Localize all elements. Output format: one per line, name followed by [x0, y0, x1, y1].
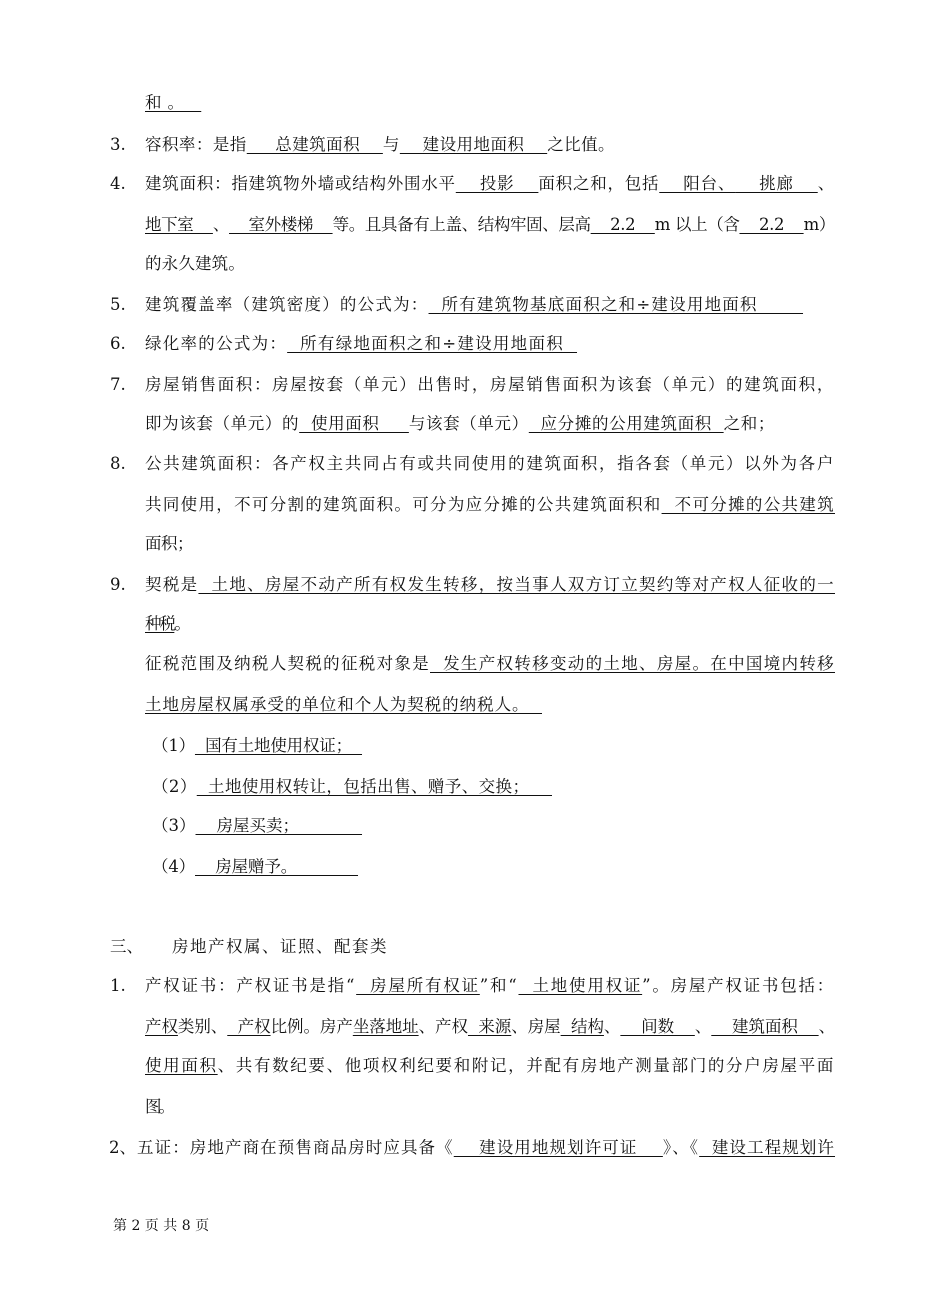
- text-run: 之和；: [723, 414, 776, 433]
- text-line: [145, 134, 615, 156]
- item-number: 7.: [110, 375, 126, 394]
- filled-blank: 建设用地规划许可证: [453, 1138, 663, 1157]
- text-run: 与该套（单元）: [408, 414, 529, 433]
- filled-blank: 间数: [620, 1017, 695, 1036]
- filled-blank: 坐落地址: [352, 1017, 419, 1036]
- item-number: 9.: [110, 575, 126, 594]
- filled-blank: 所有建筑物基底面积之和÷建设用地面积: [428, 295, 804, 314]
- filled-blank: 使用面积: [299, 414, 409, 433]
- item-number: 3.: [110, 135, 126, 154]
- text-run: 、: [603, 1017, 621, 1036]
- text-line: [145, 92, 201, 114]
- filled-blank: 投影: [455, 174, 539, 193]
- filled-blank: 不可分摊的公共建筑: [661, 495, 835, 514]
- text-run: （2）: [152, 777, 197, 796]
- text-run: 建筑覆盖率（建筑密度）的公式为：: [145, 295, 429, 314]
- filled-blank: 土地、房屋不动产所有权发生转移，按当事人双方订立契约等对产权人征收的一: [198, 575, 835, 594]
- text-line: [145, 653, 835, 675]
- filled-blank: 种税: [145, 614, 175, 633]
- text-line: [145, 694, 542, 716]
- text-line: [137, 1137, 835, 1159]
- item-number: 6.: [110, 334, 126, 353]
- text-run: 公共建筑面积：各产权主共同占有或共同使用的建筑面积，指各套（单元）以外为各户: [145, 454, 835, 473]
- text-line: [152, 776, 552, 798]
- text-run: 图。: [145, 1097, 172, 1116]
- text-line: [145, 413, 775, 435]
- filled-blank: 建设用地面积: [399, 135, 548, 154]
- text-run: 容积率：是指: [145, 135, 247, 154]
- text-line: [152, 856, 358, 878]
- text-run: 、产权: [418, 1017, 468, 1036]
- filled-blank: 来源: [467, 1017, 512, 1036]
- filled-blank: 阳台、: [659, 174, 736, 193]
- filled-blank: 地下室: [145, 215, 213, 234]
- text-line: [145, 214, 835, 236]
- text-run: m）: [803, 215, 836, 234]
- text-run: 。: [174, 614, 190, 633]
- text-run: 、: [817, 174, 835, 193]
- text-run: 、: [694, 1017, 712, 1036]
- text-run: （4）: [152, 857, 196, 876]
- text-run: 》、《: [662, 1138, 700, 1157]
- text-run: 、房屋: [511, 1017, 561, 1036]
- filled-blank: 发生产权转移变动的土地、房屋。在中国境内转移: [430, 654, 835, 673]
- text-run: 之比值。: [547, 135, 616, 154]
- filled-blank: 房屋所有权证: [356, 976, 480, 995]
- filled-blank: 所有绿地面积之和÷建设用地面积: [287, 334, 578, 353]
- filled-blank: 挑廊: [735, 174, 818, 193]
- text-run: 共同使用，不可分割的建筑面积。可分为应分摊的公共建筑面积和: [145, 495, 662, 514]
- text-line: [145, 173, 835, 195]
- item-number: 1.: [110, 976, 126, 995]
- filled-blank: 土地房屋权属承受的单位和个人为契税的纳税人。: [145, 695, 542, 714]
- text-run: 产权证书：产权证书是指“: [145, 976, 357, 995]
- text-line: [145, 333, 577, 355]
- text-line: [145, 294, 803, 316]
- filled-blank: 建设工程规划许: [699, 1138, 836, 1157]
- filled-blank: 结构: [560, 1017, 604, 1036]
- text-line: [145, 533, 193, 555]
- text-line: [145, 253, 245, 275]
- item-number: 三、: [110, 937, 143, 956]
- item-number: 5.: [110, 295, 126, 314]
- filled-blank: 土地使用权转让，包括出售、赠予、交换；: [196, 777, 552, 796]
- filled-blank: 室外楼梯: [229, 215, 333, 234]
- filled-blank: 房屋赠予。: [195, 857, 359, 876]
- filled-blank: 2.2: [590, 215, 655, 234]
- text-run: 、: [212, 215, 230, 234]
- item-number: 8.: [110, 454, 126, 473]
- text-run: 的永久建筑。: [145, 254, 245, 273]
- filled-blank: 建筑面积: [711, 1017, 819, 1036]
- text-run: ”。房屋产权证书包括：: [642, 976, 836, 995]
- text-run: 类别、: [177, 1017, 228, 1036]
- text-line: [145, 574, 835, 596]
- text-line: [145, 453, 835, 475]
- text-run: 即为该套（单元）的: [145, 414, 300, 433]
- text-line: [172, 936, 388, 958]
- text-run: 绿化率的公式为：: [145, 334, 288, 353]
- filled-blank: 使用面积: [145, 1056, 218, 1075]
- text-run: 、共有数纪要、他项权利纪要和附记，并配有房地产测量部门的分户房屋平面: [217, 1056, 836, 1075]
- item-number: 4.: [110, 174, 126, 193]
- text-line: [152, 815, 362, 837]
- filled-blank: 产权: [145, 1017, 178, 1036]
- text-line: [145, 613, 189, 635]
- text-run: （1）: [152, 736, 195, 755]
- text-run: （3）: [152, 816, 196, 835]
- text-run: 、: [818, 1017, 836, 1036]
- text-run: 征税范围及纳税人契税的征税对象是: [145, 654, 430, 673]
- text-line: [145, 374, 835, 396]
- text-run: 等。且具备有上盖、结构牢固、层高: [332, 215, 591, 234]
- filled-blank: 应分摊的公用建筑面积: [528, 414, 724, 433]
- text-line: [145, 1055, 835, 1077]
- text-line: [152, 735, 362, 757]
- text-line: [145, 975, 835, 997]
- text-run: 建筑面积：指建筑物外墙或结构外围水平: [145, 174, 456, 193]
- filled-blank: 产权: [227, 1017, 271, 1036]
- filled-blank: 2.2: [739, 215, 804, 234]
- filled-blank: 国有土地使用权证；: [194, 736, 363, 755]
- text-line: [145, 1096, 172, 1118]
- page-footer: 第 2 页 共 8 页: [113, 1218, 210, 1234]
- text-line: [145, 1016, 835, 1038]
- text-run: 与: [382, 135, 400, 154]
- text-run: ”和“: [479, 976, 519, 995]
- text-run: m 以上（含: [654, 215, 740, 234]
- text-run: 比例。房产: [270, 1017, 353, 1036]
- text-run: 契税是: [145, 575, 199, 594]
- text-run: 房屋销售面积：房屋按套（单元）出售时，房屋销售面积为该套（单元）的建筑面积，: [145, 375, 835, 394]
- item-number: 2、: [109, 1138, 136, 1157]
- text-run: 面积之和，包括: [538, 174, 660, 193]
- text-run: 五证：房地产商在预售商品房时应具备《: [137, 1138, 454, 1157]
- text-line: [145, 494, 835, 516]
- text-run: 面积；: [145, 534, 193, 553]
- filled-blank: 房屋买卖；: [195, 816, 363, 835]
- filled-blank: 总建筑面积: [246, 135, 383, 154]
- text-run: 房地产权属、证照、配套类: [172, 937, 388, 956]
- filled-blank: 和。: [145, 93, 202, 112]
- filled-blank: 土地使用权证: [518, 976, 643, 995]
